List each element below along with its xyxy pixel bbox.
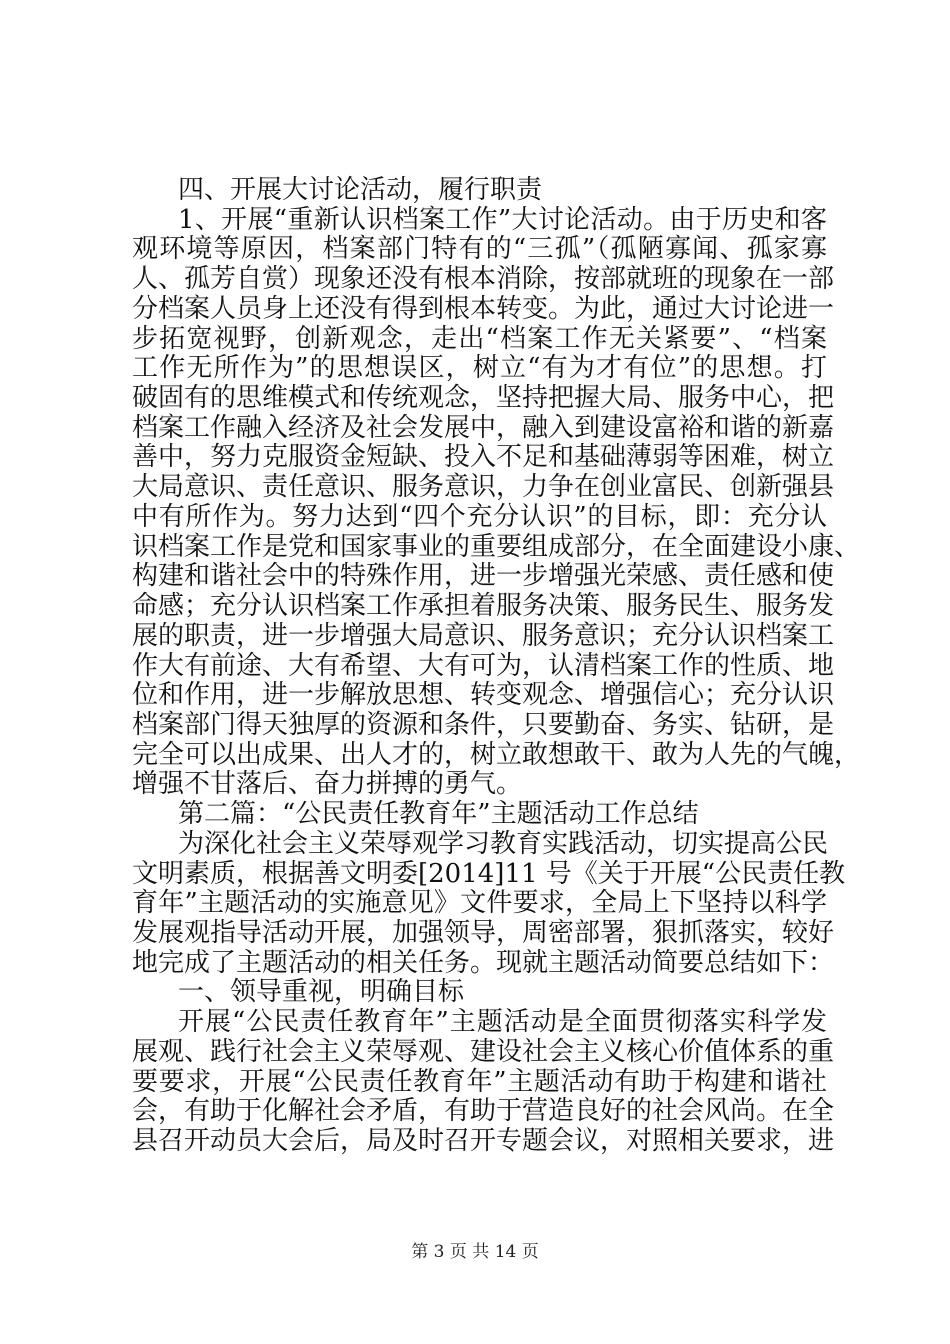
text-line: 文明素质，根据善文明委[2014]11 号《关于开展“公民责任教: [132, 859, 846, 889]
text-line: 人、孤芳自赏）现象还没有根本消除，按部就班的现象在一部: [132, 264, 835, 294]
text-line: 识档案工作是党和国家事业的重要组成部分，在全面建设小康、: [132, 532, 861, 562]
text-line: 分档案人员身上还没有得到根本转变。为此，通过大讨论进一: [132, 294, 835, 324]
text-line: 展观、践行社会主义荣辱观、建设社会主义核心价值体系的重: [132, 1037, 835, 1067]
text-line: 中有所作为。努力达到“四个充分认识”的目标，即：充分认: [132, 502, 827, 532]
text-line: 展的职责，进一步增强大局意识、服务意识；充分认识档案工: [132, 621, 835, 651]
text-line: 善中，努力克服资金短缺、投入不足和基础薄弱等困难，树立: [132, 442, 835, 472]
text-line: 作大有前途、大有希望、大有可为，认清档案工作的性质、地: [132, 651, 835, 681]
text-line: 要要求，开展“公民责任教育年”主题活动有助于构建和谐社: [132, 1067, 827, 1097]
text-line: 完全可以出成果、出人才的，树立敢想敢干、敢为人先的气魄，: [132, 740, 861, 770]
text-line: 开展“公民责任教育年”主题活动是全面贯彻落实科学发: [178, 1007, 827, 1037]
text-line: 1、开展“重新认识档案工作”大讨论活动。由于历史和客: [178, 205, 827, 235]
text-line: 位和作用，进一步解放思想、转变观念、增强信心；充分认识: [132, 680, 835, 710]
text-line: 会，有助于化解社会矛盾，有助于营造良好的社会风尚。在全: [132, 1096, 835, 1126]
text-line: 档案工作融入经济及社会发展中，融入到建设富裕和谐的新嘉: [132, 413, 835, 443]
text-line: 为深化社会主义荣辱观学习教育实践活动，切实提高公民: [178, 829, 829, 859]
text-line: 构建和谐社会中的特殊作用，进一步增强光荣感、责任感和使: [132, 561, 835, 591]
text-line: 步拓宽视野，创新观念，走出“档案工作无关紧要”、“档案: [132, 324, 827, 354]
text-line: 四、开展大讨论活动，履行职责: [178, 175, 543, 205]
text-line: 增强不甘落后、奋力拼搏的勇气。: [132, 769, 523, 799]
text-line: 育年”主题活动的实施意见》文件要求，全局上下坚持以科学: [132, 888, 827, 918]
text-line: 第二篇：“公民责任教育年”主题活动工作总结: [178, 799, 699, 829]
text-line: 大局意识、责任意识、服务意识，力争在创业富民、创新强县: [132, 472, 835, 502]
text-line: 观环境等原因，档案部门特有的“三孤”（孤陋寡闻、孤家寡: [132, 234, 827, 264]
text-line: 命感；充分认识档案工作承担着服务决策、服务民生、服务发: [132, 591, 835, 621]
text-line: 档案部门得天独厚的资源和条件，只要勤奋、务实、钻研，是: [132, 710, 835, 740]
text-line: 地完成了主题活动的相关任务。现就主题活动简要总结如下：: [132, 948, 835, 978]
text-line: 县召开动员大会后，局及时召开专题会议，对照相关要求，进: [132, 1126, 835, 1156]
text-line: 一、领导重视，明确目标: [178, 977, 465, 1007]
page-footer: 第 3 页 共 14 页: [411, 1242, 539, 1262]
text-line: 破固有的思维模式和传统观念，坚持把握大局、服务中心，把: [132, 383, 835, 413]
text-line: 发展观指导活动开展，加强领导，周密部署，狠抓落实，较好: [132, 918, 835, 948]
text-line: 工作无所作为”的思想误区，树立“有为才有位”的思想。打: [132, 353, 827, 383]
